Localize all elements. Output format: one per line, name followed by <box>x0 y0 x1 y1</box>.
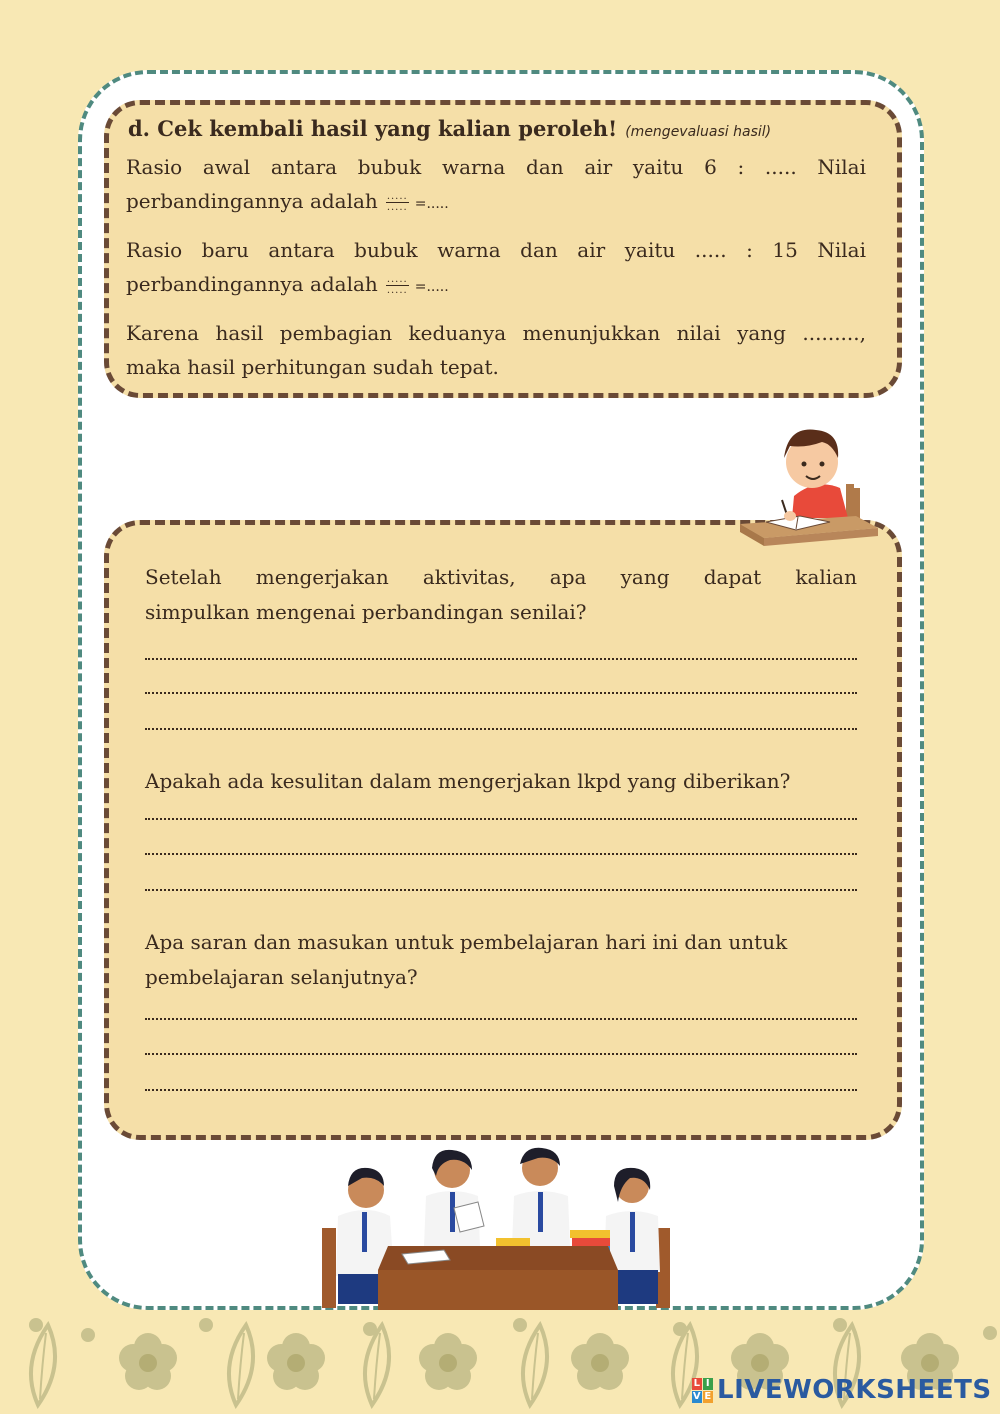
ratio-new-fraction <box>386 275 409 296</box>
ratio-initial-paragraph <box>126 150 866 221</box>
ratio-new-text: Rasio baru antara bubuk warna dan air yaitu ..... : 15 Nilai <box>126 238 866 262</box>
ratio-initial-value-line <box>126 184 866 221</box>
answer-line[interactable] <box>145 818 857 820</box>
answer-line[interactable] <box>145 1089 857 1091</box>
brand-mark-letter: E <box>704 1390 712 1402</box>
brand-name: LIVEWORKSHEETS <box>717 1375 992 1405</box>
question-difficulty: Apakah ada kesulitan dalam mengerjakan lkpd yang diberikan? <box>145 769 791 793</box>
question-suggestion-line-1: Apa saran dan masukan untuk pembelajaran hari ini dan untuk <box>145 930 788 954</box>
boy-writing-illustration <box>736 418 882 552</box>
fraction-denominator: ..... <box>386 202 408 213</box>
ratio-new-prefix: perbandingannya adalah <box>126 272 378 296</box>
question-conclusion-line-1: Setelah mengerjakan aktivitas, apa yang dapat kalian <box>145 565 857 589</box>
section-heading-row <box>128 116 771 141</box>
answer-line[interactable] <box>145 658 857 660</box>
fraction-result: =..... <box>414 196 449 212</box>
question-conclusion <box>145 560 857 630</box>
question-suggestion-line-2: pembelajaran selanjutnya? <box>145 965 418 989</box>
ratio-new-paragraph <box>126 233 866 304</box>
ratio-initial-prefix: perbandingannya adalah <box>126 189 378 213</box>
brand-mark-letter: I <box>703 1378 713 1390</box>
ratio-initial-fraction <box>386 192 409 213</box>
answer-line[interactable] <box>145 889 857 891</box>
students-discussion-illustration <box>318 1146 674 1312</box>
brand-mark-icon <box>692 1378 713 1403</box>
conclusion-line-2: maka hasil perhitungan sudah tepat. <box>126 355 499 379</box>
answer-line[interactable] <box>145 1053 857 1055</box>
ratio-new-value-line <box>126 267 866 304</box>
section-heading: d. Cek kembali hasil yang kalian peroleh! <box>128 116 618 141</box>
fraction-numerator: ..... <box>386 274 408 285</box>
answer-line[interactable] <box>145 728 857 730</box>
liveworksheets-logo[interactable] <box>692 1375 992 1405</box>
section-note: (mengevaluasi hasil) <box>625 124 772 140</box>
conclusion-line-1: Karena hasil pembagian keduanya menunjukkan nilai yang ........., <box>126 321 866 345</box>
brand-mark-letter: L <box>693 1377 701 1389</box>
answer-line[interactable] <box>145 1018 857 1020</box>
ratio-initial-text: Rasio awal antara bubuk warna dan air yaitu 6 : ..... Nilai <box>126 155 866 179</box>
conclusion-paragraph <box>126 316 866 384</box>
fraction-denominator: ..... <box>386 285 408 296</box>
fraction-result: =..... <box>414 279 449 295</box>
question-conclusion-line-2: simpulkan mengenai perbandingan senilai? <box>145 600 587 624</box>
answer-line[interactable] <box>145 853 857 855</box>
answer-line[interactable] <box>145 692 857 694</box>
brand-mark-letter: V <box>692 1390 702 1402</box>
fraction-numerator: ..... <box>386 191 408 202</box>
question-suggestion <box>145 925 857 995</box>
